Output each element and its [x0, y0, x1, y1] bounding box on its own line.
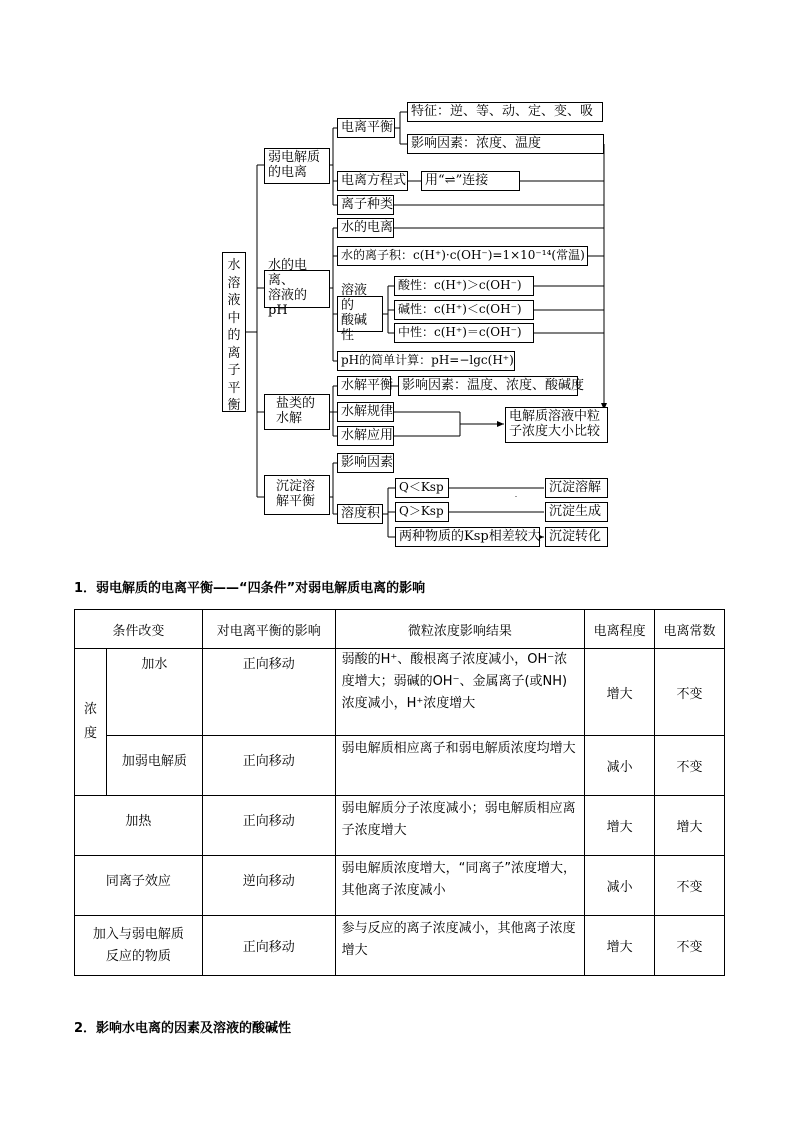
node-ionization-equilibrium: 电离平衡 [337, 118, 395, 138]
effect-cell: 正向移动 [202, 796, 335, 856]
node-q-less-ksp: Q＜Ksp [395, 478, 449, 498]
table-row [75, 916, 725, 976]
node-solution-acidity [337, 283, 383, 343]
node-basic: 碱性：c(H⁺)＜c(OH⁻) [394, 300, 534, 320]
label-line: 盐类的 [276, 396, 316, 412]
table-row [75, 796, 725, 856]
label-line: 水解 [276, 411, 303, 426]
root-char: 水 [227, 258, 241, 273]
label-line: 子浓度大小比较 [509, 424, 601, 439]
header-cell: 微粒浓度影响结果 [335, 610, 585, 649]
degree-cell: 增大 [585, 916, 655, 976]
table-header-row [75, 610, 725, 649]
result-cell: 弱电解质分子浓度减小；弱电解质相应离子浓度增大 [335, 796, 585, 856]
node-weak-electrolyte-ionization [264, 148, 330, 184]
root-char: 衡 [227, 398, 241, 413]
constant-cell: 不变 [655, 649, 725, 736]
node-connect-symbol [421, 171, 520, 191]
section-heading-1: 1．弱电解质的电离平衡——“四条件”对弱电解质电离的影响 [74, 581, 426, 596]
effect-cell: 正向移动 [202, 916, 335, 976]
node-particle-concentration-comparison [505, 407, 608, 443]
node-hydrolysis-application: 水解应用 [337, 426, 394, 446]
node-hydrolysis-rules: 水解规律 [337, 402, 394, 422]
table-row [75, 856, 725, 916]
root-char: 的 [227, 328, 241, 343]
node-salt-hydrolysis [264, 394, 330, 430]
label-line: 溶液的 [341, 283, 368, 314]
header-cell: 条件改变 [75, 610, 203, 649]
condition-cell: 加热 [75, 796, 203, 856]
node-hydrolysis-equilibrium: 水解平衡 [337, 376, 391, 396]
degree-cell: 增大 [585, 649, 655, 736]
root-node [222, 252, 246, 412]
node-solubility-product: 溶度积 [337, 504, 383, 524]
root-char: 子 [227, 363, 241, 378]
root-char: 液 [227, 293, 241, 308]
label-line: 酸碱性 [341, 313, 368, 343]
node-transform: 沉淀转化 [545, 527, 608, 547]
node-ph-calculation: pH的简单计算：pH=−lgc(H⁺) [337, 351, 515, 371]
effect-cell: 正向移动 [202, 736, 335, 796]
header-cell: 电离常数 [655, 610, 725, 649]
node-features: 特征：逆、等、动、定、变、吸 [407, 102, 603, 122]
condition-cell: 加水 [106, 649, 202, 736]
node-precipitation-dissolution [264, 475, 330, 515]
degree-cell: 减小 [585, 856, 655, 916]
node-ion-types: 离子种类 [337, 195, 394, 215]
root-char: 离 [227, 345, 241, 361]
degree-cell: 增大 [585, 796, 655, 856]
table-row [75, 736, 725, 796]
node-form: 沉淀生成 [545, 502, 608, 522]
node-water-ionization: 水的电离 [337, 218, 394, 238]
label-line: 溶液的pH [268, 288, 308, 318]
table-row [75, 649, 725, 736]
decorative-speck [515, 496, 517, 497]
node-q-greater-ksp: Q＞Ksp [395, 502, 449, 522]
label-line: 电解质溶液中粒 [509, 409, 601, 425]
label-line: 的电离 [268, 165, 308, 180]
constant-cell: 不变 [655, 916, 725, 976]
node-water-ionization-ph [264, 258, 330, 318]
result-cell: 弱酸的H⁺、酸根离子浓度减小，OH⁻浓度增大；弱碱的OH⁻、金属离子(或NH)浓度减小，H⁺浓度增大 [335, 649, 585, 736]
degree-cell: 减小 [585, 736, 655, 796]
header-cell: 对电离平衡的影响 [202, 610, 335, 649]
node-ion-product: 水的离子积：c(H⁺)·c(OH⁻)=1×10⁻¹⁴(常温) [337, 246, 588, 266]
header-cell: 电离程度 [585, 610, 655, 649]
condition-cell: 同离子效应 [75, 856, 203, 916]
condition-cell: 加弱电解质 [106, 736, 202, 796]
node-ksp-difference: 两种物质的Ksp相差较大 [395, 527, 540, 547]
node-ionization-equation: 电离方程式 [337, 171, 408, 191]
connect-prefix: 用“ [425, 172, 445, 188]
constant-cell: 增大 [655, 796, 725, 856]
node-dissolve: 沉淀溶解 [545, 478, 608, 498]
effect-cell: 逆向移动 [202, 856, 335, 916]
node-neutral: 中性：c(H⁺)＝c(OH⁻) [394, 323, 534, 343]
node-acidic: 酸性：c(H⁺)＞c(OH⁻) [394, 276, 534, 296]
root-char: 中 [227, 310, 241, 326]
connect-suffix: ”连接 [455, 172, 489, 188]
ionization-conditions-table [74, 609, 725, 976]
equilibrium-arrow-icon: ⇌ [444, 172, 456, 188]
result-cell: 弱电解质相应离子和弱电解质浓度均增大 [335, 736, 585, 796]
root-char: 溶 [227, 275, 241, 291]
result-cell: 弱电解质浓度增大，“同离子”浓度增大，其他离子浓度减小 [335, 856, 585, 916]
node-factors-concentration-temperature: 影响因素：浓度、温度 [407, 134, 604, 154]
result-cell: 参与反应的离子浓度减小，其他离子浓度增大 [335, 916, 585, 976]
effect-cell: 正向移动 [202, 649, 335, 736]
constant-cell: 不变 [655, 856, 725, 916]
constant-cell: 不变 [655, 736, 725, 796]
section-heading-2: 2．影响水电离的因素及溶液的酸碱性 [74, 1021, 292, 1036]
label-line: 解平衡 [276, 494, 316, 509]
root-char: 平 [227, 380, 241, 396]
label-line: 水的电离、 [268, 258, 308, 289]
node-hydrolysis-factors: 影响因素：温度、浓度、酸碱度 [398, 376, 578, 396]
label-line: 弱电解质 [268, 150, 321, 166]
node-precipitation-factors: 影响因素 [337, 453, 394, 473]
label-line: 沉淀溶 [276, 479, 316, 495]
concentration-cell: 浓度 [75, 649, 107, 796]
condition-cell: 加入与弱电解质反应的物质 [75, 916, 203, 976]
